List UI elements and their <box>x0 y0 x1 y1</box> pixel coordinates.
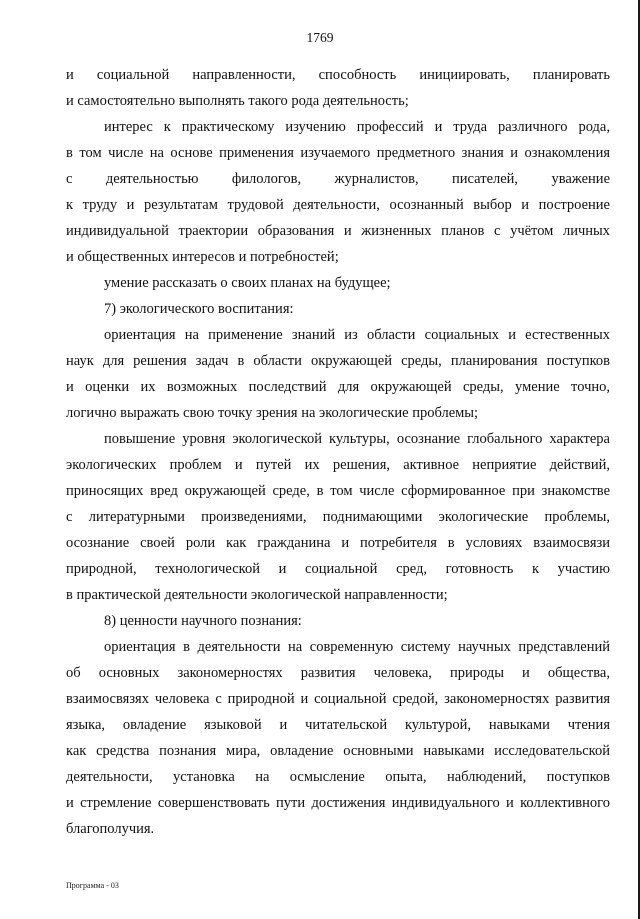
page-number: 1769 <box>306 30 334 45</box>
text-line: и социальной направленности, способность инициировать, планировать <box>66 67 610 83</box>
section-heading: 8) ценности научного познания: <box>104 613 302 629</box>
text-line: ориентация на применение знаний из области социальных и естественных <box>104 327 610 343</box>
footer-label: Программа - 03 <box>66 881 119 890</box>
text-line: и самостоятельно выполнять такого рода деятельность; <box>66 93 409 109</box>
text-line: осознание своей роли как гражданина и потребителя в условиях взаимосвязи <box>66 535 610 551</box>
text-line: деятельности, установка на осмысление опыта, наблюдений, поступков <box>66 769 610 785</box>
text-line: приносящих вред окружающей среде, в том числе сформированное при знакомстве <box>66 483 610 499</box>
text-line: умение рассказать о своих планах на будущее; <box>104 275 391 291</box>
text-line: наук для решения задач в области окружающей среды, планирования поступков <box>66 353 610 369</box>
text-line: благополучия. <box>66 821 155 837</box>
text-line: индивидуальной траектории образования и жизненных планов с учётом личных <box>66 223 610 239</box>
text-line: с деятельностью филологов, журналистов, писателей, уважение <box>66 171 610 187</box>
text-line: повышение уровня экологической культуры, осознание глобального характера <box>104 431 610 447</box>
text-line: логично выражать свою точку зрения на экологические проблемы; <box>66 405 479 421</box>
text-line: экологических проблем и путей их решения, активное неприятие действий, <box>66 457 610 473</box>
text-line: и общественных интересов и потребностей; <box>66 249 339 265</box>
text-line: и оценки их возможных последствий для окружающей среды, умение точно, <box>66 379 610 395</box>
text-line: в том числе на основе применения изучаемого предметного знания и ознакомления <box>66 145 610 161</box>
text-line: интерес к практическому изучению профессий и труда различного рода, <box>104 119 610 135</box>
text-line: с литературными произведениями, поднимающими экологические проблемы, <box>66 509 610 525</box>
section-heading: 7) экологического воспитания: <box>104 301 294 317</box>
text-line: взаимосвязях человека с природной и социальной средой, закономерностях развития <box>66 691 610 707</box>
text-line: природной, технологической и социальной сред, готовность к участию <box>66 561 610 577</box>
text-line: ориентация в деятельности на современную систему научных представлений <box>104 639 610 655</box>
text-line: к труду и результатам трудовой деятельности, осознанный выбор и построение <box>66 197 610 213</box>
text-line: об основных закономерностях развития человека, природы и общества, <box>66 665 610 681</box>
text-line: языка, овладение языковой и читательской культурой, навыками чтения <box>66 717 610 733</box>
text-line: и стремление совершенствовать пути достижения индивидуального и коллективного <box>66 795 610 811</box>
text-line: в практической деятельности экологической направленности; <box>66 587 448 603</box>
text-line: как средства познания мира, овладение основными навыками исследовательской <box>66 743 610 759</box>
